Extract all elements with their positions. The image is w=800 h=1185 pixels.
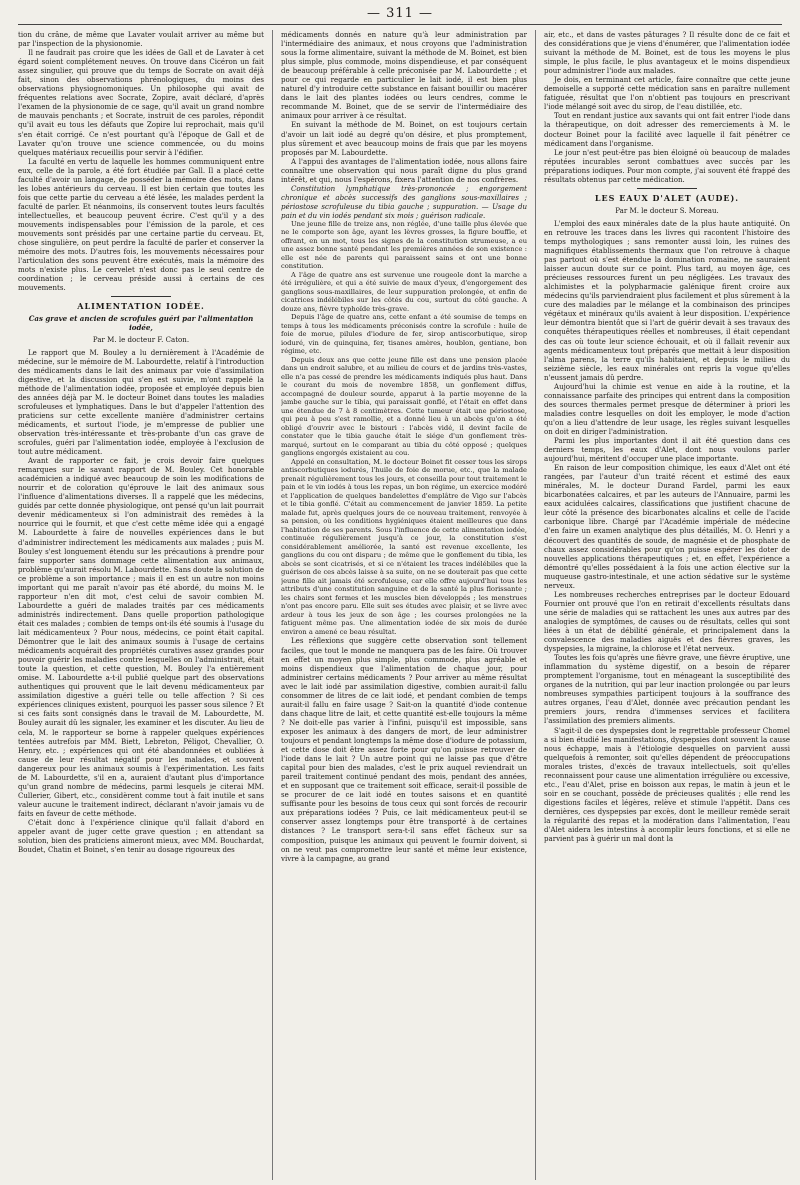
paragraph: Depuis deux ans que cette jeune fille est dans une pension placée dans un endroit salubre, et au milieu de cours et de jardins très-vastes, elle n'a pas cessé de prendre les médicaments indiqués plus haut. Dans le courant du mois de novembre 1858, un gonflement diffus, accompagné de douleur sourde, apparut à la partie moyenne de la jambe gauche sur le tibia, qui paraissait gonflé, et l'était en effet dans une étendue de 7 à 8 centimètres. Cette tumeur était une périostose, qui peu à peu s'est ramollie, et a donné lieu à un abcès qu'on a été obligé d'ouvrir avec le bistouri : l'abcès vidé, il devint facile de constater que le tibia gauche était le siége d'un gonflement très-marqué, surtout en le comparant au tibia du côté opposé ; quelques ganglions engorgés existaient au cou. bbox=[281, 355, 527, 458]
paragraph: Toutes les fois qu'après une fièvre grave, une fièvre éruptive, une inflammation du système digestif, on a besoin de réparer promptement l'organisme, tout en ménageant la susceptibilité des organes de la nutrition, qui par leur inaction prolongée ou par leurs nombreuses sympathies participent toujours à la souffrance des autres organes, l'eau d'Alet, donnée avec précaution pendant les premiers jours, rendra d'immenses services et facilitera l'assimilation des premiers aliments. bbox=[544, 653, 790, 726]
paragraph: Une jeune fille de treize ans, non réglée, d'une taille plus élevée que ne le comporte son âge, ayant les lèvres grosses, la figure bouffie, et offrant, en un mot, tous les signes de la constitution strumeuse, a eu une assez bonne santé pendant les premières années de son existence : elle est née de parents qui paraissent sains et ont une bonne constitution. bbox=[281, 219, 527, 271]
article-byline: Par M. le docteur F. Caton. bbox=[92, 334, 190, 344]
page-number: — 311 — bbox=[366, 6, 434, 21]
paragraph: En suivant la méthode de M. Boinet, on est toujours certain d'avoir un lait iodé au degré qu'on désire, et plus promptement, plus sûrement et avec beaucoup moins de frais que par les moyens proposés par M. Labourdette. bbox=[281, 120, 527, 157]
column-2 bbox=[281, 30, 527, 1180]
section-divider bbox=[637, 188, 697, 189]
paragraph: A l'appui des avantages de l'alimentation iodée, nous allons faire connaître une observation qui nous paraît digne du plus grand intérêt, et qui, nous l'espérons, fixera l'attention de nos confrères. bbox=[281, 156, 527, 184]
section-title-eaux-alet: LES EAUX D'ALET (AUDE). bbox=[594, 192, 740, 203]
paragraph: La faculté en vertu de laquelle les hommes communiquent entre eux, celle de la parole, a été fort étudiée par Gall. Il a placé cette faculté d'avoir un langage, de posséder la mémoire des mots, dans les lobes antérieurs du cerveau. Il est bien certain que toutes les fois que cette partie du cerveau a été lésée, les malades perdent la faculté de parler. Et néanmoins, ils conservent toutes leurs facultés intellectuelles, et beaucoup peuvent écrire. C'est qu'il y a des mouvements indispensables pour l'émission de la parole, et ces mouvements sont présidés par une certaine partie du cerveau. Et, chose singulière, on peut perdre la faculté de parler et conserver la mémoire des mots. D'autres fois, les mouvements nécessaires pour l'articulation des sons peuvent être exécutés, mais la mémoire des mots n'existe plus. Le cervelet n'est donc pas le seul centre de coordination ; le cerveau préside aussi à certains de ces mouvements. bbox=[18, 156, 264, 293]
paragraph: air, etc., et dans de vastes pâturages ? Il résulte donc de ce fait et des considérations que je viens d'énumérer, que l'alimentation iodée suivant la méthode de M. Boinet, est de tous les moyens le plus simple, le plus facile, le plus avantageux et le moins dispendieux pour administrer l'iode aux malades. bbox=[544, 30, 790, 76]
paragraph: Appelé en consultation, M. le docteur Boinet fit cesser tous les sirops antiscorbutiques iodurés, l'huile de foie de morue, etc., que la malade prenait régulièrement tous les jours, et conseilla pour tout traitement le pain et le vin iodés à tous les repas, un bon régime, un exercice modéré et l'application de quelques bandelettes d'emplâtre de Vigo sur l'abcès et le tibia gonflé. C'était au commencement de janvier 1859. La petite malade fut, après quelques jours de ce nouveau traitement, renvoyée à sa pension, où les conditions hygiéniques étaient meilleures que dans l'habitation de ses parents. Sous l'influence de cette alimentation iodée, continuée régulièrement jusqu'à ce jour, la constitution s'est considérablement améliorée, la santé est revenue excellente, les ganglions du cou ont disparu ; de même que le gonflement du tibia, les abcès se sont cicatrisés, et si ce n'étaient les traces indélébiles que la guérison de ces abcès laisse à sa suite, on ne se douterait pas que cette jeune fille ait jamais été scrofuleuse, car elle offre aujourd'hui tous les attributs d'une constitution sanguine et de la santé la plus florissante ; les chairs sont fermes et les muscles bien développés ; les menstrues n'ont pas encore paru. Elle suit ses études avec plaisir, et se livre avec ardeur à tous les jeux de son âge ; les courses prolongées ne la fatiguent même pas. Une alimentation iodée de six mois de durée environ a amené ce beau résultat. bbox=[281, 457, 527, 636]
paragraph: Il ne faudrait pas croire que les idées de Gall et de Lavater à cet égard soient complétement neuves. On trouve dans Cicéron un fait assez singulier, qui prouve que du temps de Socrate on avait déjà fait, sinon des observations phrénologiques, du moins des observations physiognomoniques. Un philosophe qui avait de fréquentes relations avec Socrate, Zopire, avait déclaré, d'après l'examen de la physionomie de ce sage, qu'il avait un grand nombre de mauvais penchants ; et Socrate, instruit de ces paroles, répondit qu'il avait eu tous les défauts que Zopire lui reprochait, mais qu'il s'en était corrigé. Ce n'est pourtant qu'à l'époque de Gall et de Lavater qu'on trouve une science commencée, ou du moins quelques matériaux recueillis pour servir à l'édifier. bbox=[18, 48, 264, 157]
paragraph: A l'âge de quatre ans est survenue une rougeole dont la marche a été irrégulière, et qui a été suivie de maux d'yeux, d'engorgement des ganglions sous-maxillaires, de leur suppuration prolongée, et enfin de cicatrices indélébiles sur les côtés du cou, surtout du côté gauche. A douze ans, fièvre typhoïde très-grave. bbox=[281, 270, 527, 313]
article-byline: Par M. le docteur S. Moreau. bbox=[615, 205, 719, 215]
paragraph: C'était donc à l'expérience clinique qu'il fallait d'abord en appeler avant de juger cette grave question ; en attendant sa solution, bien des praticiens aimeront mieux, avec MM. Bouchardat, Boudet, Chatin et Boinet, s'en tenir au dosage rigoureux des bbox=[18, 817, 264, 855]
paragraph: Les nombreuses recherches entreprises par le docteur Edouard Fournier ont prouvé que l'on en retirait d'excellents résultats dans une série de maladies qui se rattachent les unes aux autres par des analogies de symptômes, de causes ou de résultats, celles qui sont liées à un état de débilité générale, et principalement dans la convalescence des maladies aiguës et des fièvres graves, les dyspepsies, la migraine, la chlorose et l'état nerveux. bbox=[544, 589, 790, 654]
paragraph: Les réflexions que suggère cette observation sont tellement faciles, que tout le monde ne manquera pas de les faire. Où trouver en effet un moyen plus simple, plus commode, plus agréable et moins dispendieux que l'alimentation de chaque jour, pour administrer certains médicaments ? Pour arriver au même résultat avec le lait iodé par assimilation digestive, combien aurait-il fallu consommer de litres de ce lait iodé, et pendant combien de temps aurait-il fallu en faire usage ? Sait-on la quantité d'iode contenue dans chaque litre de lait, et cette quantité est-elle toujours la même ? Ne doit-elle pas varier à l'infini, puisqu'il est impossible, sans exposer les animaux à des dangers de mort, de leur administrer toujours et pendant longtemps la même dose d'iodure de potassium, et cette dose doit être assez forte pour qu'on puisse retrouver de l'iode dans le lait ? Un autre point qui ne laisse pas que d'être capital pour bien des malades, c'est le prix auquel reviendrait un pareil traitement continué pendant des mois, pendant des années, et en supposant que ce traitement soit efficace, serait-il possible de se procurer de ce lait iodé en toutes saisons et en quantité suffisante pour les besoins de tous ceux qui sont forcés de recourir aux préparations iodées ? Puis, ce lait médicamenteux peut-il se conserver assez longtemps pour être transporté à de certaines distances ? Le transport sera-t-il sans effet fâcheux sur sa composition, puisque les animaux qui peuvent le fournir doivent, si on ne veut pas compromettre leur santé et même leur existence, vivre à la campagne, au grand bbox=[281, 636, 527, 863]
paragraph: Avant de rapporter ce fait, je crois devoir faire quelques remarques sur le savant rapport de M. Bouley. Cet honorable académicien a indiqué avec beaucoup de soin les modifications de nourrir et de coloration qu'éprouve le lait des animaux sous l'influence d'alimentations diverses. Il a rappelé que les médecins, guidés par cette donnée physiologique, ont pensé qu'un lait pourrait devenir médicamenteux si l'on administrait des remèdes à la nourrice qui le fournit, et que c'est cette même idée qui a engagé M. Labourdette à faire de nouvelles expériences dans le but d'administrer indirectement les médicaments aux malades ; puis M. Bouley s'est longuement étendu sur les précautions à prendre pour faire supporter sans dommage cette alimentation aux animaux, problème qu'aurait résolu M. Labourdette. Sans doute la solution de ce problème a son importance ; mais il en est un autre non moins important qui me paraît n'avoir pas été abordé, du moins M. le rapporteur n'en dit mot, c'est celui de savoir combien M. Labourdette a guéri de malades traités par ces médicaments administrés indirectement. Dans quelle proportion pathologique était ces malades ; combien de temps ont-ils été soumis à l'usage du lait médicamenteux ? Pour nous, médecins, ce point était capital. Démontrer que le lait des animaux soumis à l'usage de certains médicaments acquérait des propriétés curatives assez grandes pour pouvoir guérir les maladies contre lesquelles on l'administrait, était toute la question, et cette question, M. Bouley l'a entièrement omise. M. Labourdette a-t-il publié quelque part des observations authentiques qui prouvent que le lait devenu médicamenteux par assimilation digestive a guéri telle ou telle affection ? Si ces expériences cliniques existent, pourquoi les passer sous silence ? Et si ces faits sont consignés dans le travail de M. Labourdette, M. Bouley aurait dû les signaler, les examiner et les discuter. Au lieu de cela, M. le rapporteur se borne à rappeler quelques expériences tentées autrefois par MM. Biett, Lebreton, Péligot, Chevallier, O. Henry, etc. ; expériences qui ont été abandonnées et oubliées à cause de leur résultat négatif pour les malades, et souvent dangereux pour les animaux soumis à l'expérimentation. Les faits de M. Labourdette, s'il en a, auraient d'autant plus d'importance qu'un grand nombre de médecins, parmi lesquels je citerai MM. Cullerier, Gibert, etc., considèrent comme tout à fait inutile et sans valeur aucune le traitement indirect, déclarant n'avoir jamais vu de faits en faveur de cette méthode. bbox=[18, 456, 264, 818]
paragraph: Je dois, en terminant cet article, faire connaître que cette jeune demoiselle a supporté cette médication sans en paraître nullement fatiguée, résultat que l'on n'obtient pas toujours en prescrivant l'iode mélangé soit avec du sirop, de l'eau distillée, etc. bbox=[544, 75, 790, 112]
column-3 bbox=[544, 30, 790, 1180]
paragraph: S'agit-il de ces dyspepsies dont le regrettable professeur Chomel a si bien étudié les manifestations, dyspepsies dont souvent la cause nous échappe, mais à l'étiologie desquelles on parvient aussi quelquefois à remonter, soit qu'elles dépendent de préoccupations morales tristes, d'excès de travaux intellectuels, soit qu'elles reconnaissent pour cause une alimentation irrégulière ou excessive, etc., l'eau d'Alet, prise en boisson aux repas, le matin à jeun et le soir en se couchant, possède de précieuses qualités ; elle rend les digestions faciles et légères, relève et stimule l'appétit. Dans ces dernières, ces dyspepsies par excès, dont le meilleur remède serait la régularité des repas et la modération dans l'alimentation, l'eau d'Alet aidera les intestins à accomplir leurs fonctions, et si elle ne parvient pas à guérir un mal dont la bbox=[544, 725, 790, 844]
paragraph: L'emploi des eaux minérales date de la plus haute antiquité. On en retrouve les traces dans les livres qui racontent l'histoire des temps mythologiques ; sans remonter aussi loin, les ruines des magnifiques établissements thermaux que l'on retrouve à chaque pas partout où s'est étendue la domination romaine, ne sauraient laisser aucun doute sur ce point. Plus tard, au moyen âge, ces précieuses ressources furent un peu négligées. Les travaux des alchimistes et la polypharmacie galénique firent croire aux médecins qu'ils parviendraient plus facilement et plus sûrement à la cure des maladies par le mélange et la combinaison des principes végétaux et minéraux qu'ils avaient à leur disposition. L'expérience leur démontra bientôt que si l'art de guérir devait à ses travaux des conquêtes thérapeutiques réelles et nombreuses, il était cependant des cas où toute leur science échouait, et où il fallait revenir aux agents médicamenteux tout préparés que mettait à leur disposition l'alma parens, la terre qu'ils habitaient, et depuis le milieu du seizième siècle, les eaux minérales ont repris la vogue qu'elles n'eussent jamais dû perdre. bbox=[544, 218, 790, 382]
paragraph: Le jour n'est peut-être pas bien éloigné où beaucoup de malades réputées incurables seront combattues avec succès par les préparations iodiques. Pour mon compte, j'ai souvent été frappé des résultats obtenus par cette médication. bbox=[544, 147, 790, 184]
paragraph: Aujourd'hui la chimie est venue en aide à la routine, et la connaissance parfaite des principes qui entrent dans la composition des sources thermales permet presque de déterminer à priori les maladies contre lesquelles on doit les employer, le mode d'action qu'on a lieu d'attendre de leur usage, les règles suivant lesquelles on doit en diriger l'administration. bbox=[544, 381, 790, 436]
paragraph: médicaments donnés en nature qu'à leur administration par l'intermédiaire des animaux, et nous croyons que l'administration sous la forme alimentaire, suivant la méthode de M. Boinet, est bien plus simple, plus commode, moins dispendieuse, et par conséquent de beaucoup préférable à celle préconisée par M. Labourdette ; et pour ce qui regarde en particulier le lait iodé, il est bien plus naturel d'y introduire cette substance en faisant bouillir ou macérer dans le lait des plantes iodées ou leurs cendres, comme le recommande M. Boinet, que de se servir de l'intermédiaire des animaux pour arriver à ce résultat. bbox=[281, 30, 527, 121]
section-divider bbox=[111, 296, 171, 297]
column-1 bbox=[18, 30, 264, 1180]
paragraph: Le rapport que M. Bouley a lu dernièrement à l'Académie de médecine, sur le mémoire de M. Labourdette, relatif à l'introduction des médicaments dans le lait des animaux par voie d'assimilation digestive, et la discussion qui s'en est suivie, m'ont rappelé la méthode de l'alimentation iodée, proposée et employée depuis bien des années déjà par M. le docteur Boinet dans toutes les maladies scrofuleuses et lymphatiques. Dans le but d'appeler l'attention des praticiens sur cette excellente manière d'administrer certains médicaments, et surtout l'iode, je m'empresse de publier une observation très-intéressante et très-probante d'un cas grave de scrofules, guéri par l'alimentation iodée, employée à l'exclusion de tout autre médicament. bbox=[18, 347, 264, 457]
article-subtitle: Cas grave et ancien de scrofules guéri par l'alimentation iodée, bbox=[28, 314, 254, 333]
paragraph: En raison de leur composition chimique, les eaux d'Alet ont été rangées, par l'auteur d'un traité récent et estimé des eaux minérales, M. le docteur Durand Fardel, parmi les eaux bicarbonatées calcaires, et par les auteurs de l'Annuaire, parmi les eaux acidulées calcaires, classifications que justifient chacune de leur côté la présence des bicarbonates alcalins et celle de l'acide carbonique libre. Chargé par l'Académie impériale de médecine d'en faire un examen analytique des plus détaillés, M. O. Henri y a découvert des quantités de soude, de magnésie et de phosphate de chaux assez considérables pour qu'on puisse espérer les doter de nouvelles applications thérapeutiques ; et, en effet, l'expérience a démontré qu'elles possédaient à la fois une action élective sur la muqueuse gastro-intestinale, et une action sédative sur le système nerveux. bbox=[544, 463, 790, 590]
paragraph: Tout en rendant justice aux savants qui ont fait entrer l'iode dans la thérapeutique, on doit adresser des remerciements à M. le docteur Boinet pour la facilité avec laquelle il fait pénétrer ce médicament dans l'organisme. bbox=[544, 111, 790, 148]
section-title-alimentation: ALIMENTATION IODÉE. bbox=[77, 301, 205, 312]
column-divider bbox=[272, 30, 273, 1180]
paragraph: Depuis l'âge de quatre ans, cette enfant a été soumise de temps en temps à tous les médicaments préconisés contre la scrofule : huile de foie de morue, pilules d'iodure de fer, sirop antiscorbutique, sirop ioduré, vin de quinquina, fer, tisanes amères, houblon, gentiane, bon régime, etc. bbox=[281, 313, 527, 356]
header-rule bbox=[18, 24, 782, 25]
paragraph: Parmi les plus importantes dont il ait été question dans ces derniers temps, les eaux d'Alet, dont nous voulons parler aujourd'hui, méritent d'occuper une place importante. bbox=[544, 436, 790, 464]
column-divider bbox=[535, 30, 536, 1180]
case-title: Constitution lymphatique très-prononcée ; engorgement chronique et abcès successifs des ganglions sous-maxillaires ; périostose scrofuleuse du tibia gauche ; suppuration. — Usage du pain et du vin iodés pendant six mois ; guérison radicale. bbox=[281, 183, 527, 220]
paragraph: tion du crâne, de même que Lavater voulait arriver au même but par l'inspection de la physionomie. bbox=[18, 30, 264, 49]
article-columns bbox=[18, 30, 790, 1180]
